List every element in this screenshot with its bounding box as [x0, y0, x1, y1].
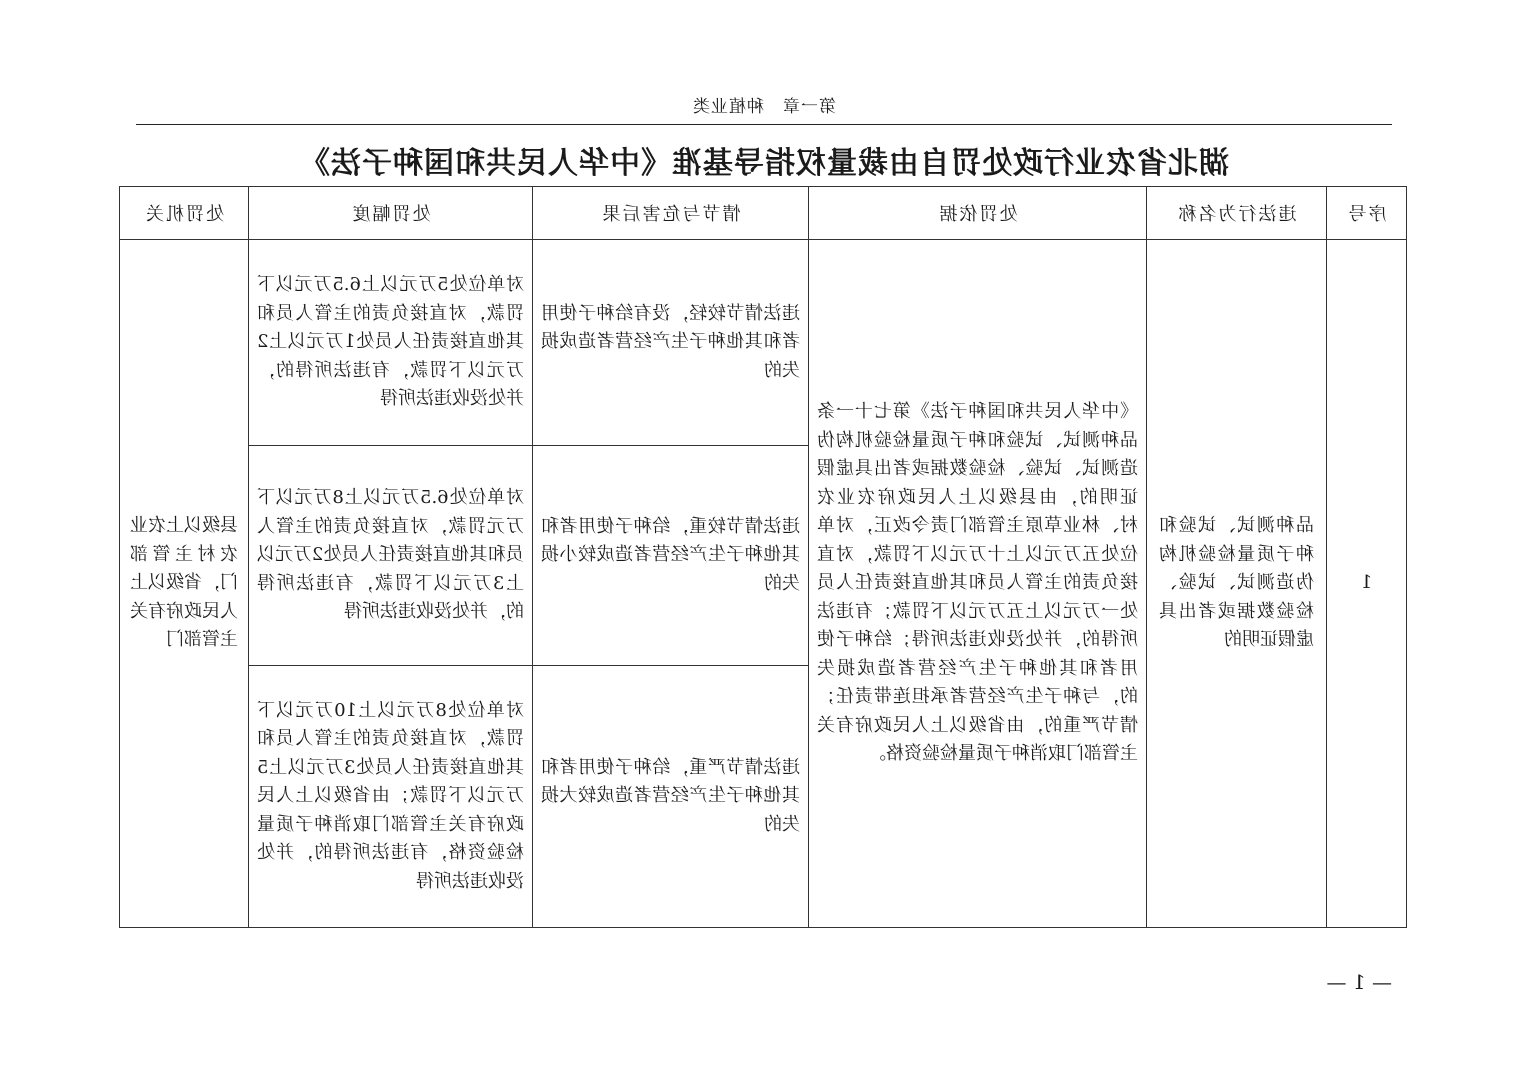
cell-severity-3: 违法情节严重，给种子使用者和其他种子生产经营者造成较大损失的	[533, 666, 809, 928]
table-header-row	[120, 187, 1407, 240]
cell-basis: 《中华人民共和国种子法》第七十一条 品种测试、试验和种子质量检验机构伪造测试、试验、检验数据或者出具虚假证明的，由县级以上人民政府农业农村、林业草原主管部门责令改正，对单位处五万元以上十万元以下罚款，对直接负责的主管人员和其他直接责任人员处一万元以上五万元以下罚款；有违法所得的，并处没收违法所得；给种子使用者和其他种子生产经营者造成损失的，与种子生产经营者承担连带责任；情节严重的，由省级以上人民政府有关主管部门取消种子质量检验资格。	[809, 240, 1147, 928]
cell-penalty-3: 对单位处8万元以上10万元以下罚款，对直接负责的主管人员和其他直接责任人员处3万元以上5万元以下罚款；由省级以上人民政府有关主管部门取消种子质量检验资格，有违法所得的，并处没收违法所得	[249, 666, 533, 928]
document-title: 湖北省农业行政处罚自由裁量权指导基准《中华人民共和国种子法》	[299, 146, 1229, 181]
cell-authority: 县级以上农业农村主管部门，省级以上人民政府有关主管部门	[120, 240, 249, 928]
header-seq: 序号	[1327, 187, 1407, 240]
cell-penalty-1: 对单位处5万元以上6.5万元以下罚款，对直接负责的主管人员和其他直接责任人员处1万元以上2万元以下罚款，有违法所得的，并处没收违法所得	[249, 240, 533, 446]
cell-seq: 1	[1327, 240, 1407, 928]
cell-severity-2: 违法情节较重，给种子使用者和其他种子生产经营者造成较小损失的	[533, 446, 809, 666]
header-basis: 处罚依据	[809, 187, 1147, 240]
header-authority: 处罚机关	[120, 187, 249, 240]
cell-penalty-2: 对单位处6.5万元以上8万元以下万元罚款，对直接负责的主管人员和其他直接责任人员处2万元以上3万元以下罚款，有违法所得的，并处没收违法所得	[249, 446, 533, 666]
cell-severity-1: 违法情节较轻，没有给种子使用者和其他种子生产经营者造成损失的	[533, 240, 809, 446]
header-penalty: 处罚幅度	[249, 187, 533, 240]
page-number: — 1 —	[1326, 970, 1392, 994]
cell-violation: 品种测试、试验和种子质量检验机构伪造测试、试验、检验数据或者出具虚假证明的	[1147, 240, 1327, 928]
header-rule	[136, 124, 1392, 125]
penalty-table	[119, 186, 1407, 928]
table-row	[120, 240, 1407, 446]
header-severity: 情节与危害后果	[533, 187, 809, 240]
header-violation: 违法行为名称	[1147, 187, 1327, 240]
running-head: 第一章 种植业类	[692, 97, 836, 117]
